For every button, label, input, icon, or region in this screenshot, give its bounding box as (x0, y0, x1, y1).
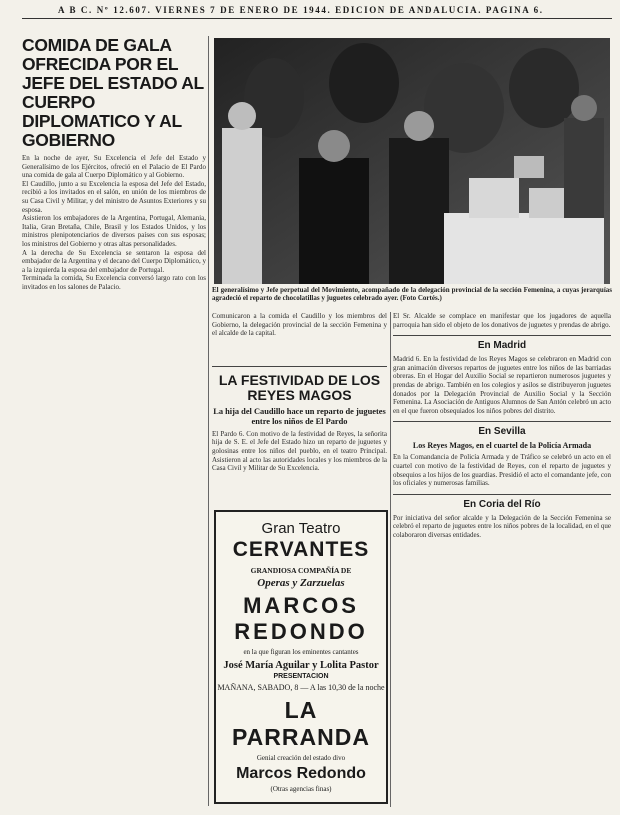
ad-star-last: REDONDO (234, 619, 368, 644)
header-line: A B C. Nº 12.607. VIERNES 7 DE ENERO DE 1944. EDICION DE ANDALUCIA. PAGINA 6. (58, 5, 544, 15)
article-paragraph: Asistieron los embajadores de la Argentina, Portugal, Alemania, Italia, Gran Bretaña, Chile, Brasil y los Estados Unidos, y los ministros plenipotenciarios de diversos países con sus esposas; los ministros del Gobierno y otras altas personalidades. (22, 214, 206, 248)
ad-venue: CERVANTES (232, 538, 370, 561)
section-subhead: La hija del Caudillo hace un reparto de juguetes entre los niños de El Pardo (213, 406, 386, 426)
middle-column (212, 312, 387, 512)
ad-date: MAÑANA, SABADO, 8 — A las 10,30 de la noche (217, 683, 385, 692)
ad-cast: José María Aguilar y Lolita Pastor (223, 660, 379, 671)
headline: COMIDA DE GALA OFRECIDA POR EL JEFE DEL ESTADO AL CUERPO DIPLOMATICO Y AL GOBIERNO (22, 36, 204, 150)
intro-paragraph: El Sr. Alcalde se complace en manifestar que los jugadores de aquella parroquia han sido el objeto de los donativos de juguetes y prendas de abrigo. (393, 312, 611, 329)
ad-company: GRANDIOSA COMPAÑÍA DE (250, 566, 352, 575)
ad-presentation: PRESENTACION (273, 673, 329, 680)
page-header (0, 2, 620, 30)
theatre-advertisement (214, 510, 388, 804)
header-rule (22, 18, 612, 19)
sevilla-headline: En Sevilla (393, 421, 611, 437)
ad-footnote: (Otras agencias finas) (270, 785, 332, 793)
ad-star-name: Marcos Redondo (236, 765, 366, 782)
sevilla-subhead: Los Reyes Magos, en el cuartel de la Policía Armada (412, 441, 592, 451)
ad-venue-prefix: Gran Teatro (261, 520, 341, 537)
ad-title: LA PARRANDA (232, 697, 370, 750)
article-paragraph: En la noche de ayer, Su Excelencia el Jefe del Estado y Generalísimo de los Ejércitos, ofreció en el Palacio de El Pardo una comida de gala al Cuerpo Diplomático y al Gobierno. (22, 154, 206, 180)
column-divider (208, 36, 209, 806)
column-divider (390, 312, 391, 807)
intro-paragraph: Comunicaron a la comida el Caudillo y los miembros del Gobierno, la delegación provincial de la sección Femenina y el alcalde de la capital. (212, 312, 387, 338)
right-column (393, 312, 611, 807)
article-paragraph: Terminada la comida, Su Excelencia conversó largo rato con los invitados en los salones de Palacio. (22, 274, 206, 291)
photo-caption: El generalísimo y Jefe perpetual del Movimiento, acompañado de la delegación provincial de la sección Femenina, a cuyas jerarquías agradeció el reparto de chocolatillas y juguetes celebrado ayer. (Foto Cortés.) (212, 286, 612, 303)
news-photo (214, 38, 610, 284)
article-paragraph: A la derecha de Su Excelencia se sentaron la esposa del embajador de la Argentina y el decano del Cuerpo Diplomático, y a la izquierda la esposa del embajador de Portugal. (22, 248, 206, 274)
coria-headline: En Coria del Río (393, 494, 611, 510)
coria-paragraph: Por iniciativa del señor alcalde y la Delegación de la Sección Femenina se celebró el reparto de juguetes entre los niños pobres de la localidad, en el que colaboraron diversas entidades. (393, 513, 611, 539)
ad-cast-intro: en la que figuran los eminentes cantantes (243, 648, 359, 656)
ad-star-first: MARCOS (243, 593, 359, 618)
madrid-paragraph: Madrid 6. En la festividad de los Reyes Magos se celebraron en Madrid con gran animación diversos repartos de juguetes entre los niños de las barriadas obreras. En el Hogar del Auxilio Social se repartieron numerosos juguetes y prendas de abrigo. También en los colegios y asilos se distribuyeron juguetes donados por la Delegación Provincial de Auxilio Social y la Sección Femenina. La Asociación de Antiguos Alumnos de San Antón celebró un acto en el que fueron obsequiados los niños pobres del distrito. (393, 355, 611, 415)
article-paragraph: El Caudillo, junto a su Excelencia la esposa del Jefe del Estado, recibió a los invitados en el salón, en unión de los miembros de su Casa Civil y Militar, y del ministro de Asuntos Exteriores y su esposa. (22, 179, 206, 214)
left-column (22, 36, 206, 801)
madrid-headline: En Madrid (393, 335, 611, 351)
ad-credit: Genial creación del estado divo (256, 754, 346, 762)
sevilla-paragraph: En la Comandancia de Policía Armada y de Tráfico se celebró un acto en el cuartel con motivo de la festividad de Reyes, con el reparto de juguetes y obsequios a los hijos de los guardias. Presidió el acto el comandante jefe, con los oficiales y numerosas familias. (393, 453, 611, 488)
section-headline: LA FESTIVIDAD DE LOS REYES MAGOS (212, 366, 387, 403)
ad-genre: Operas y Zarzuelas (257, 577, 345, 589)
article-paragraph: El Pardo 6. Con motivo de la festividad de Reyes, la señorita hija de S. E. el Jefe del Estado hizo un reparto de juguetes y golosinas entre los niños del pueblo, en el teatro Principal. Asistieron al acto las autoridades locales y los miembros de la Casa Civil y Militar de Su Excelencia. (212, 429, 387, 473)
